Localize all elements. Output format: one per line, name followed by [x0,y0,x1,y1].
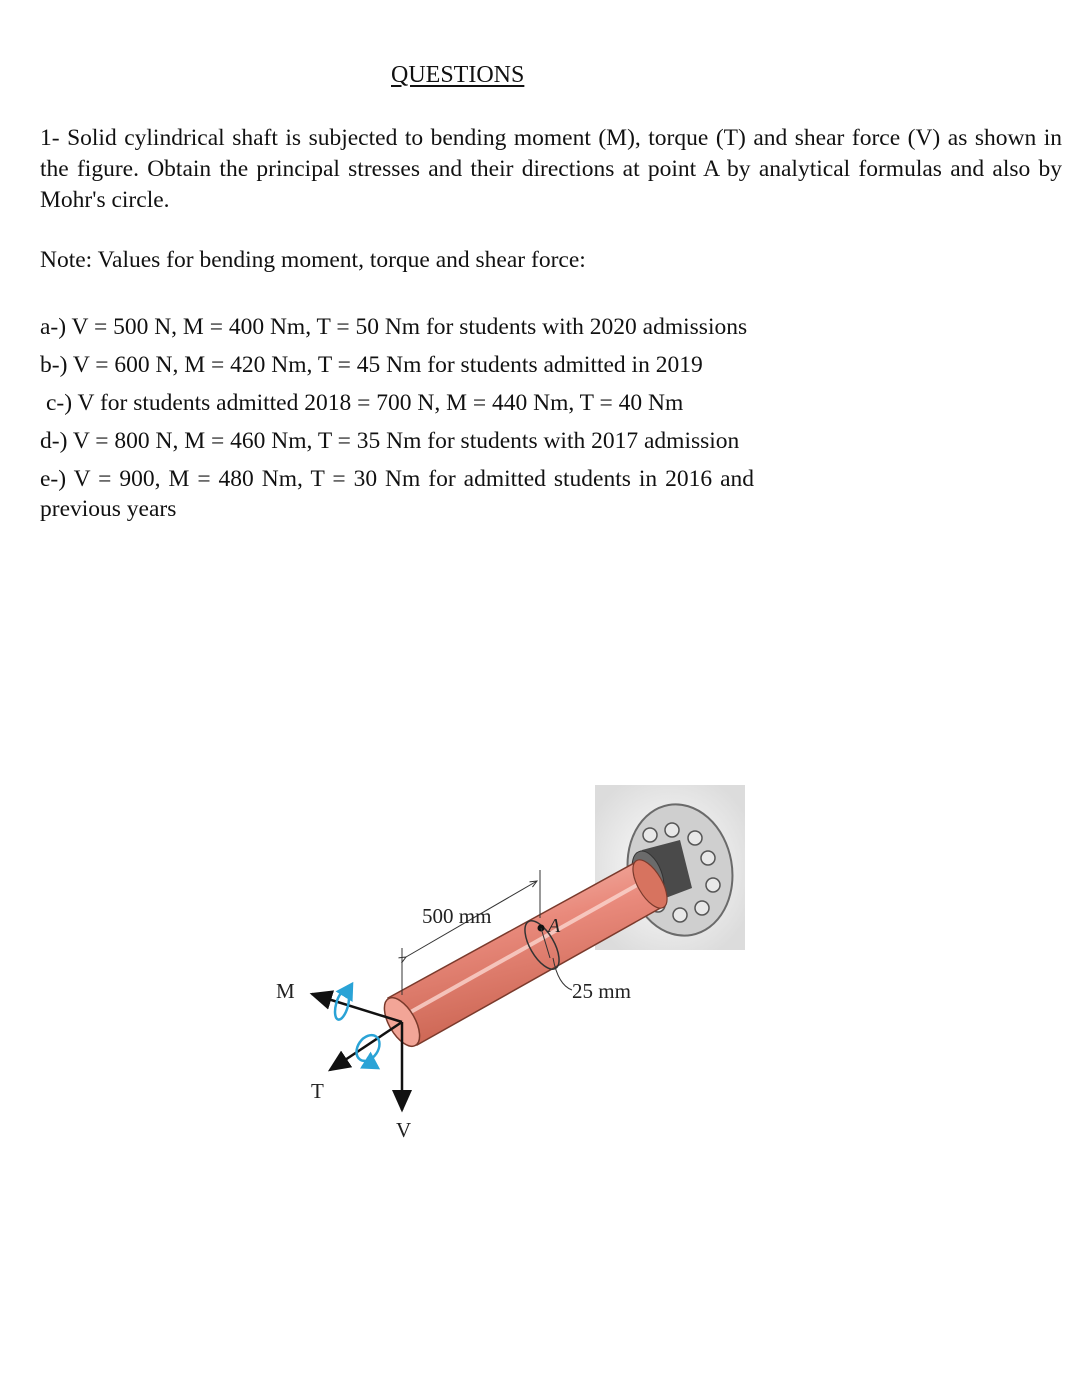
bolt-icon [701,851,715,865]
moment-rotation-arrow-icon [332,989,351,1021]
bolt-icon [706,878,720,892]
option-d: d-) V = 800 N, M = 460 Nm, T = 35 Nm for students with 2017 admission [40,428,740,454]
shear-label: V [396,1118,412,1142]
bolt-icon [695,901,709,915]
bolt-icon [688,831,702,845]
torque-rotation-head-icon [370,1063,378,1068]
question-text: 1- Solid cylindrical shaft is subjected to bending moment (M), torque (T) and shear force (V) as shown in the figure. Obtain the principal stresses and their directions at point A by analytical formulas and also by Mohr's circle. [40,125,1062,213]
option-e: e-) V = 900, M = 480 Nm, T = 30 Nm for admitted students in 2016 and previous years [40,466,754,522]
torque-vector [330,1022,402,1070]
moment-label: M [276,979,295,1003]
shaft-diagram [250,780,770,1160]
shaft-body [377,855,674,1052]
moment-rotation-head-icon [347,984,352,992]
option-b: b-) V = 600 N, M = 420 Nm, T = 45 Nm for students admitted in 2019 [40,352,703,378]
bolt-icon [665,823,679,837]
option-c: c-) V for students admitted 2018 = 700 N, M = 440 Nm, T = 40 Nm [46,390,684,416]
radius-label: 25 mm [572,979,631,1003]
bolt-icon [673,908,687,922]
point-a-label: A [548,915,561,937]
bolt-icon [643,828,657,842]
length-label: 500 mm [422,904,492,928]
shaft-figure [250,780,770,1160]
options-list [40,312,754,532]
torque-label: T [311,1079,324,1103]
page-heading: QUESTIONS [391,62,525,88]
option-a: a-) V = 500 N, M = 400 Nm, T = 50 Nm for students with 2020 admissions [40,314,748,340]
note-text: Note: Values for bending moment, torque and shear force: [40,247,586,273]
